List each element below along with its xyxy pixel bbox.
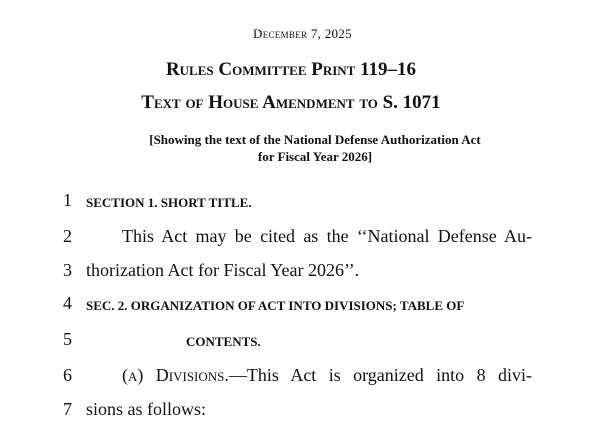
bracketed-note bbox=[80, 131, 550, 165]
subsection-text: —This Act is organized into 8 divi- bbox=[228, 365, 532, 385]
line-number: 1 bbox=[63, 190, 72, 210]
note-line-2: for Fiscal Year 2026] bbox=[257, 149, 373, 164]
subsection-label: (a) Divisions. bbox=[122, 365, 229, 385]
note-line-1: [Showing the text of the National Defense Authorization Act bbox=[149, 132, 481, 147]
section-2-heading: SEC. 2. ORGANIZATION OF ACT INTO DIVISIONS; TABLE OF bbox=[86, 298, 465, 313]
line-number: 4 bbox=[63, 293, 72, 313]
line-number: 5 bbox=[63, 329, 72, 349]
amendment-title: Text of House Amendment to S. 1071 bbox=[141, 92, 441, 113]
section-1-heading: SECTION 1. SHORT TITLE. bbox=[86, 195, 252, 210]
body-line: This Act may be cited as the ‘‘National Defense Au- bbox=[122, 226, 532, 246]
line-number: 7 bbox=[63, 399, 72, 419]
body-line: thorization Act for Fiscal Year 2026’’. bbox=[86, 260, 360, 280]
body-line: sions as follows: bbox=[86, 399, 207, 419]
print-date: December 7, 2025 bbox=[253, 26, 352, 41]
line-number: 2 bbox=[63, 226, 72, 246]
line-number: 6 bbox=[63, 365, 72, 385]
body-line bbox=[86, 365, 532, 386]
section-2-heading-continued: CONTENTS. bbox=[186, 334, 261, 349]
rules-committee-print-title: Rules Committee Print 119–16 bbox=[165, 59, 417, 80]
line-number: 3 bbox=[63, 260, 72, 280]
